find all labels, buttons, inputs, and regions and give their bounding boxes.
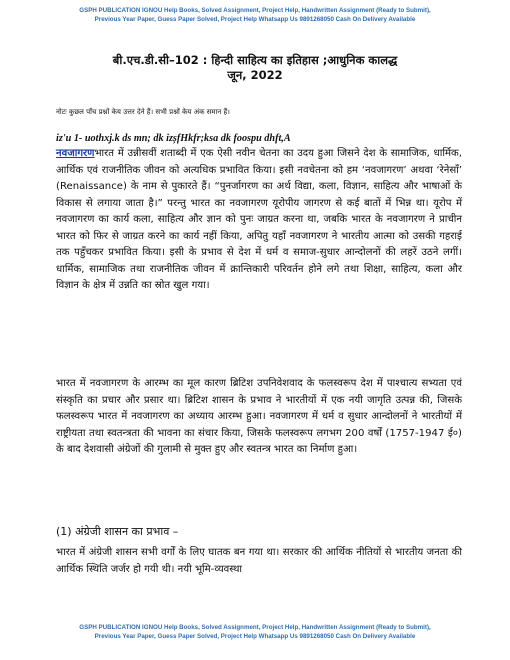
paper-title — [0, 53, 510, 83]
answer-paragraph-3: भारत में अंग्रेजी शासन सभी वर्गों के लिए घातक बन गया था। सरकार की आर्थिक नीतियों से भारतीय जनता की आर्थिक स्थिति जर्जर हो गयी थी। नयी भूमि-व्यवस्था — [56, 547, 462, 575]
page-header — [0, 6, 510, 24]
answer-paragraph-1 — [56, 146, 462, 295]
paragraph-1-text: भारत में उन्नीसवीं शताब्दी में एक ऐसी नवीन चेतना का उदय हुआ जिसने देश के सामाजिक, धार्मिक, आर्थिक एवं राजनीतिक जीवन को अत्यधिक प्रभावित किया। इसी नवचेतना को हम ‘नवजागरण’ अथवा ‘रेनेसाँ’ (Renaissance) के नाम से पुकारते हैं। “पुनर्जागरण का अर्थ विद्या, कला, विज्ञान, साहित्य और भाषाओं के विकास से लगाया जाता है।” परन्तु भारत का नवजागरण यूरोपीय जागरण से कई बातों में भिन्न था। यूरोप में नवजागरण का कार्य कला, साहित्य और ज्ञान को पुनः जाग्रत करना था, जबकि भारत के नवजागरण ने प्राचीन भारत को फिर से जाग्रत करने का कार्य नहीं किया, अपितु यहाँ नवजागरण ने भारतीय आत्मा को उसकी गहराई तक पहुँचकर प्रभावित किया। इसी के प्रभाव से देश में धर्म व समाज-सुधार आन्दोलनों की लहरें उठने लगीं। धार्मिक, सामाजिक तथा राजनीतिक जीवन में क्रान्तिकारी परिवर्तन होने लगे तथा शिक्षा, साहित्य, कला और विज्ञान के क्षेत्र में उन्नति का स्रोत खुल गया। — [56, 148, 462, 291]
footer-line-1: GSPH PUBLICATION IGNOU Help Books, Solved Assignment, Project Help, Handwritten Assignment (Ready to Submit), — [79, 624, 431, 631]
question-heading: iz'u 1- uothxj.k ds mn; dk izșfHkfr;ksa dk foospu dhft,A — [56, 133, 291, 144]
section-heading: (1) अंग्रेजी शासन का प्रभाव – — [56, 525, 179, 538]
instruction-note: नोटः कुछल पाँच प्रश्नों केय उत्तर देने हैं। सभी प्रश्नों केय अंक समान हैं। — [56, 108, 230, 116]
exam-date: जून, 2022 — [227, 68, 283, 82]
header-line-1: GSPH PUBLICATION IGNOU Help Books, Solved Assignment, Project Help, Handwritten Assignment (Ready to Submit), — [79, 7, 431, 14]
footer-line-2: Previous Year Paper, Guess Paper Solved, Project Help Whatsapp Us 9891268050 Cash On Delivery Available — [94, 633, 416, 640]
header-line-2: Previous Year Paper, Guess Paper Solved, Project Help Whatsapp Us 9891268050 Cash On Delivery Available — [94, 16, 416, 23]
keyword-link[interactable]: नवजागरण — [56, 148, 95, 159]
answer-paragraph-2: भारत में नवजागरण के आरम्भ का मूल कारण ब्रिटिश उपनिवेशवाद के फलस्वरूप देश में पाश्चात्य सभ्यता एवं संस्कृति का प्रचार और प्रसार था। ब्रिटिश शासन के प्रभाव ने भारतीयों में एक नयी जागृति उत्पन्न की, जिसके फलस्वरूप भारत में नवजागरण का अध्याय आरम्भ हुआ। नवजागरण में धर्म व सुधार आन्दोलनों ने भारतीयों में राष्ट्रीयता तथा स्वतन्त्रता की भावना का संचार किया, जिसके फलस्वरूप लगभग 200 वर्षों (1757-1947 ई०) के बाद देशवासी अंग्रेजों की गुलामी से मुक्त हुए और स्वतन्त्र भारत का निर्माण हुआ। — [56, 378, 462, 455]
page-footer — [0, 623, 510, 641]
course-title: बी.एच.डी.सी–102 : हिन्दी साहित्य का इतिहास ;आधुनिक कालद्ध — [112, 53, 398, 67]
